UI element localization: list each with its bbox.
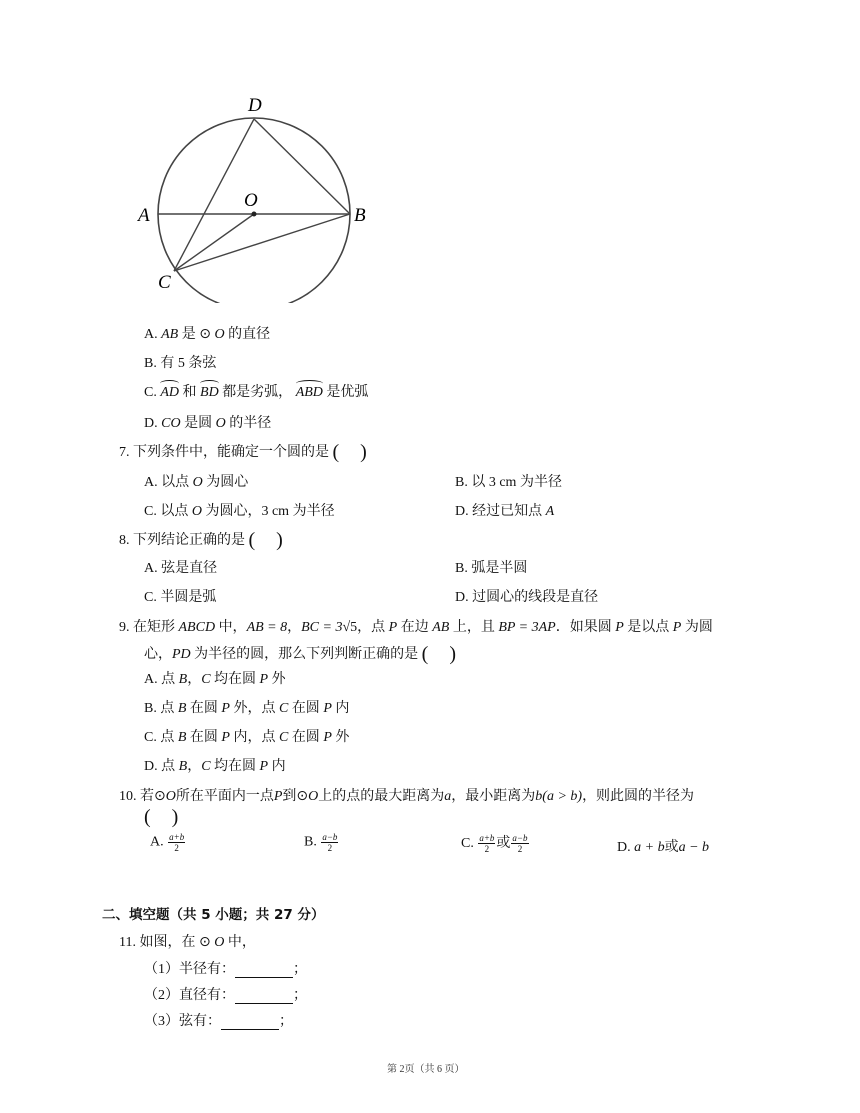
q6-option-d: D. CO 是圆 O 的半径 xyxy=(144,416,272,431)
q7-option-c: C. 以点 O 为圆心，3 cm 为半径 xyxy=(144,504,335,519)
q7-option-b: B. 以 3 cm 为半径 xyxy=(455,475,562,490)
q6-option-c: C. AD 和 BD 都是劣弧， ABD 是优弧 xyxy=(144,381,368,401)
q9-option-b: B. 点 B 在圆 P 外，点 C 在圆 P 内 xyxy=(144,701,350,716)
q8-option-b: B. 弧是半圆 xyxy=(455,561,528,576)
arc-ad: AD xyxy=(160,382,179,401)
q7-option-a: A. 以点 O 为圆心 xyxy=(144,475,249,490)
q9-stem-line2: 心，PD 为半径的圆，那么下列判断正确的是 ( ) xyxy=(144,643,457,665)
q8-option-c: C. 半圆是弧 xyxy=(144,590,217,605)
q9-option-a: A. 点 B，C 均在圆 P 外 xyxy=(144,672,286,687)
q10-option-a: A. $\frac{a+b}{2}$ xyxy=(150,832,185,853)
label-o: O xyxy=(244,190,258,211)
label-c: C xyxy=(158,272,171,293)
q9-option-d: D. 点 B，C 均在圆 P 内 xyxy=(144,759,286,774)
radius-co xyxy=(174,214,254,271)
q10-paren: ( ) xyxy=(144,806,179,828)
q11-stem: 11. 如图，在 ⊙ O 中， xyxy=(119,934,256,950)
label-b: B xyxy=(354,205,366,226)
answer-blank[interactable] xyxy=(235,991,293,1004)
label-d: D xyxy=(248,95,262,116)
q10-option-d: D. a + b或a − b xyxy=(617,840,710,855)
chord-cb xyxy=(174,214,350,271)
q6-option-a: A. AB 是 ⊙ O 的直径 xyxy=(144,326,271,342)
q8-option-a: A. 弦是直径 xyxy=(144,561,218,576)
q9-option-c: C. 点 B 在圆 P 内，点 C 在圆 P 外 xyxy=(144,730,350,745)
q11-sub1: （1）半径有： ； xyxy=(144,962,307,977)
answer-blank[interactable] xyxy=(235,965,293,978)
circle-figure xyxy=(130,88,370,303)
arc-bd: BD xyxy=(200,382,219,401)
q10-option-b: B. $\frac{a-b}{2}$ xyxy=(304,832,338,853)
q10-option-c: C. $\frac{a+b}{2}$ 或 $\frac{a-b}{2}$ xyxy=(461,833,528,855)
q7-stem: 7. 下列条件中，能确定一个圆的是 ( ) xyxy=(119,441,367,463)
q8-option-d: D. 过圆心的线段是直径 xyxy=(455,590,599,605)
answer-blank[interactable] xyxy=(221,1017,279,1030)
page-footer: 第 2页（共 6 页） xyxy=(387,1064,465,1075)
q9-stem-line1: 9. 在矩形 ABCD 中，AB = 8，BC = 3√5，点 P 在边 AB 上，且 BP = 3AP．如果圆 P 是以点 P 为圆 xyxy=(119,620,713,635)
chord-dc xyxy=(174,119,254,271)
q10-stem: 10. 若⊙O所在平面内一点P到⊙O上的点的最大距离为a，最小距离为b(a > b)，则此圆的半径为 xyxy=(119,788,695,804)
q11-sub2: （2）直径有： ； xyxy=(144,988,307,1003)
label-a: A xyxy=(138,205,150,226)
arc-abd: ABD xyxy=(296,382,323,401)
q8-stem: 8. 下列结论正确的是 ( ) xyxy=(119,529,283,551)
q6-option-b: B. 有 5 条弦 xyxy=(144,356,217,371)
q7-option-d: D. 经过已知点 A xyxy=(455,504,555,519)
chord-db xyxy=(254,119,350,214)
center-point xyxy=(252,212,257,217)
q11-sub3: （3）弦有： ； xyxy=(144,1014,293,1029)
section-title: 二、填空题（共 5 小题；共 27 分） xyxy=(102,907,325,923)
